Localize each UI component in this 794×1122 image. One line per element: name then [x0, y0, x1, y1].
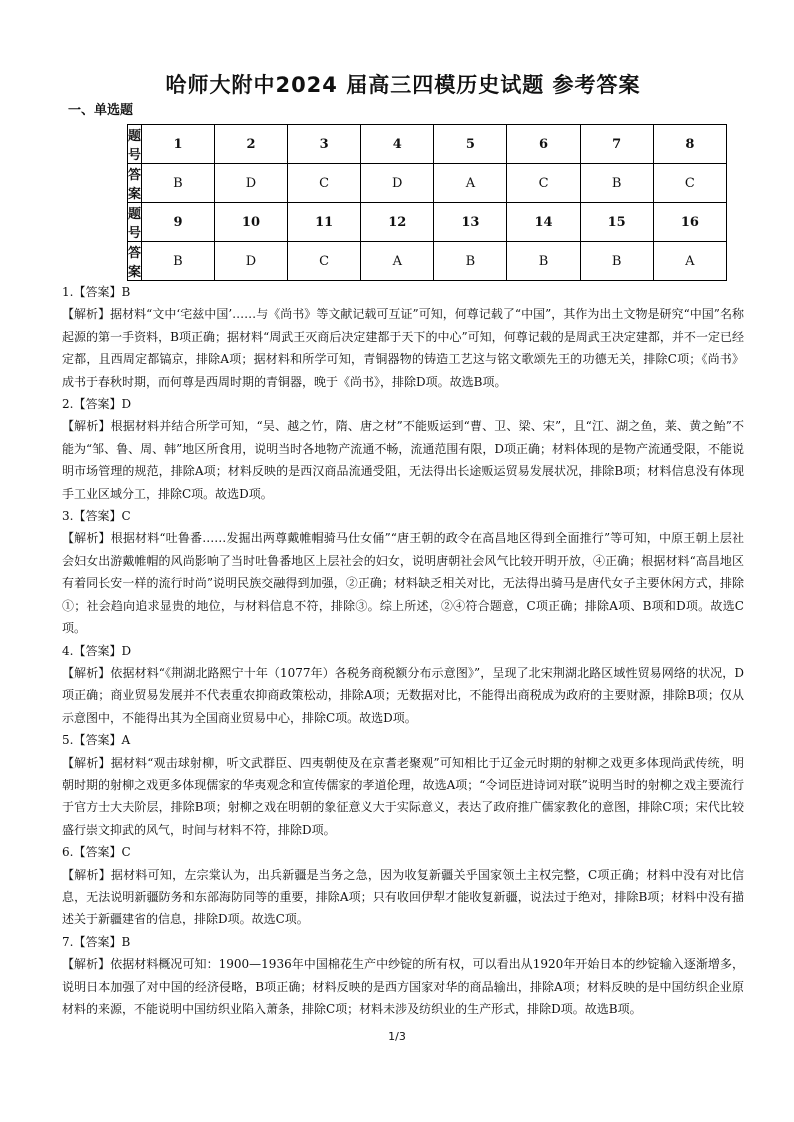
question-analysis: 【解析】据材料“文中‘宅兹中国’……与《尚书》等文献记载可互证”可知，何尊记载了“中国”，其作为出土文物是研究“中国”名称起源的第一手资料，B项正确；据材料“周武王灭商后决定建都于天下的中心”可知，何尊记载的是周武王决定建都，并不一定已经定都，且西周定都镐京，排除A项；据材料和所学可知，青铜器物的铸造工艺这与铭文歌颂先王的功德无关，排除C项；《尚书》成书于春秋时期，而何尊是西周时期的青铜器，晚于《尚书》，排除D项。故选B项。	[62, 307, 744, 389]
answer-cell: A	[361, 242, 434, 281]
answer-table	[127, 124, 727, 281]
question-number: 11	[288, 203, 361, 242]
question-number: 9	[142, 203, 215, 242]
row-label: 题号	[128, 125, 142, 164]
question-block	[62, 281, 744, 393]
question-answer: 4.【答案】D	[62, 643, 132, 658]
question-number: 2	[214, 125, 287, 164]
question-answer: 6.【答案】C	[62, 845, 131, 860]
table-row	[128, 125, 727, 164]
question-number: 8	[653, 125, 726, 164]
question-block	[62, 505, 744, 639]
question-number: 4	[361, 125, 434, 164]
answer-cell: B	[142, 164, 215, 203]
page-title: 哈师大附中2024 届高三四模历史试题 参考答案	[165, 73, 641, 97]
row-label: 题号	[128, 203, 142, 242]
question-block	[62, 393, 744, 505]
question-number: 16	[653, 203, 726, 242]
question-number: 14	[507, 203, 580, 242]
table-row	[128, 164, 727, 203]
answer-cell: C	[653, 164, 726, 203]
table-row	[128, 203, 727, 242]
answer-cell: A	[653, 242, 726, 281]
answer-cell: C	[288, 164, 361, 203]
question-analysis: 【解析】依据材料“《荆湖北路熙宁十年（1077年）各税务商税额分布示意图》”，呈现了北宋荆湖北路区域性贸易网络的状况，D项正确；商业贸易发展并不代表重农抑商政策松动，排除A项；无数据对比，不能得出商税成为政府的主要财源，排除B项；仅从示意图中，不能得出其为全国商业贸易中心，排除C项。故选D项。	[62, 665, 744, 725]
question-number: 3	[288, 125, 361, 164]
question-number: 15	[580, 203, 653, 242]
question-analysis: 【解析】据材料可知，左宗棠认为，出兵新疆是当务之急，因为收复新疆关乎国家领土主权完整，C项正确；材料中没有对比信息，无法说明新疆防务和东部海防同等的重要，排除A项；只有收回伊犁才能收复新疆，说法过于绝对，排除B项；材料中没有描述关于新疆建省的信息，排除D项。故选C项。	[62, 867, 744, 927]
question-answer: 5.【答案】A	[62, 733, 131, 748]
question-analysis: 【解析】根据材料“吐鲁番……发掘出两尊戴帷帽骑马仕女俑”“唐王朝的政令在高昌地区得到全面推行”等可知，中原王朝上层社会妇女出游戴帷帽的风尚影响了当时吐鲁番地区上层社会的妇女，说明唐朝社会风气比较开明开放，④正确；根据材料“高昌地区有着同长安一样的流行时尚”说明民族交融得到加强，②正确；材料缺乏相关对比，无法得出骑马是唐代女子主要休闲方式，排除①；社会趋向追求显贵的地位，与材料信息不符，排除③。综上所述，②④符合题意，C项正确；排除A项、B项和D项。故选C项。	[62, 531, 744, 636]
answer-cell: B	[580, 164, 653, 203]
page-number: 1/3	[388, 1030, 406, 1043]
question-analysis: 【解析】根据材料并结合所学可知，“吴、越之竹，隋、唐之材”不能贩运到“曹、卫、梁、宋”，且“江、湖之鱼，莱、黄之鲐”不能为“邹、鲁、周、韩”地区所食用，说明当时各地物产流通不畅，流通范围有限，D项正确；材料体现的是物产流通受限，不能说明市场管理的规范，排除A项；材料反映的是西汉商品流通受阻，无法得出长途贩运贸易发展状况，排除B项；材料信息没有体现手工业区域分工，排除C项。故选D项。	[62, 419, 744, 501]
answer-cell: C	[507, 164, 580, 203]
row-label: 答案	[128, 164, 142, 203]
question-answer: 3.【答案】C	[62, 509, 131, 524]
question-number: 1	[142, 125, 215, 164]
question-block	[62, 640, 744, 730]
answer-cell: D	[361, 164, 434, 203]
answer-cell: A	[434, 164, 507, 203]
question-number: 7	[580, 125, 653, 164]
section-title: 一、单选题	[68, 103, 134, 118]
question-block	[62, 729, 744, 841]
question-number: 6	[507, 125, 580, 164]
question-block	[62, 841, 744, 931]
answer-cell: C	[288, 242, 361, 281]
question-answer: 2.【答案】D	[62, 397, 132, 412]
answer-cell: D	[214, 164, 287, 203]
answer-cell: D	[214, 242, 287, 281]
question-number: 13	[434, 203, 507, 242]
question-block	[62, 931, 744, 1021]
answer-cell: B	[580, 242, 653, 281]
question-number: 5	[434, 125, 507, 164]
question-answer: 7.【答案】B	[62, 934, 131, 949]
answer-cell: B	[142, 242, 215, 281]
question-analysis: 【解析】据材料“观击球射柳，听文武群臣、四夷朝使及在京耆老聚观”可知相比于辽金元时期的射柳之戏更多体现尚武传统，明朝时期的射柳之戏更多体现儒家的华夷观念和宣传儒家的孝道伦理，故选A项；“令词臣进诗词对联”说明当时的射柳之戏主要流行于官方士大夫阶层，排除B项；射柳之戏在明朝的象征意义大于实际意义，表达了政府推广儒家教化的意图，排除C项；宋代比较盛行崇文抑武的风气，时间与材料不符，排除D项。	[62, 755, 744, 837]
answer-cell: B	[507, 242, 580, 281]
question-answer: 1.【答案】B	[62, 285, 131, 299]
table-row	[128, 242, 727, 281]
answer-cell: B	[434, 242, 507, 281]
row-label: 答案	[128, 242, 142, 281]
question-number: 12	[361, 203, 434, 242]
question-number: 10	[214, 203, 287, 242]
question-analysis: 【解析】依据材料概况可知：1900—1936年中国棉花生产中纱锭的所有权，可以看出从1920年开始日本的纱锭输入逐渐增多，说明日本加强了对中国的经济侵略，B项正确；材料反映的是西方国家对华的商品输出，排除A项；材料反映的是中国纺织企业原材料的来源，不能说明中国纺织业陷入萧条，排除C项；材料未涉及纺织业的生产形式，排除D项。故选B项。	[62, 957, 744, 1016]
